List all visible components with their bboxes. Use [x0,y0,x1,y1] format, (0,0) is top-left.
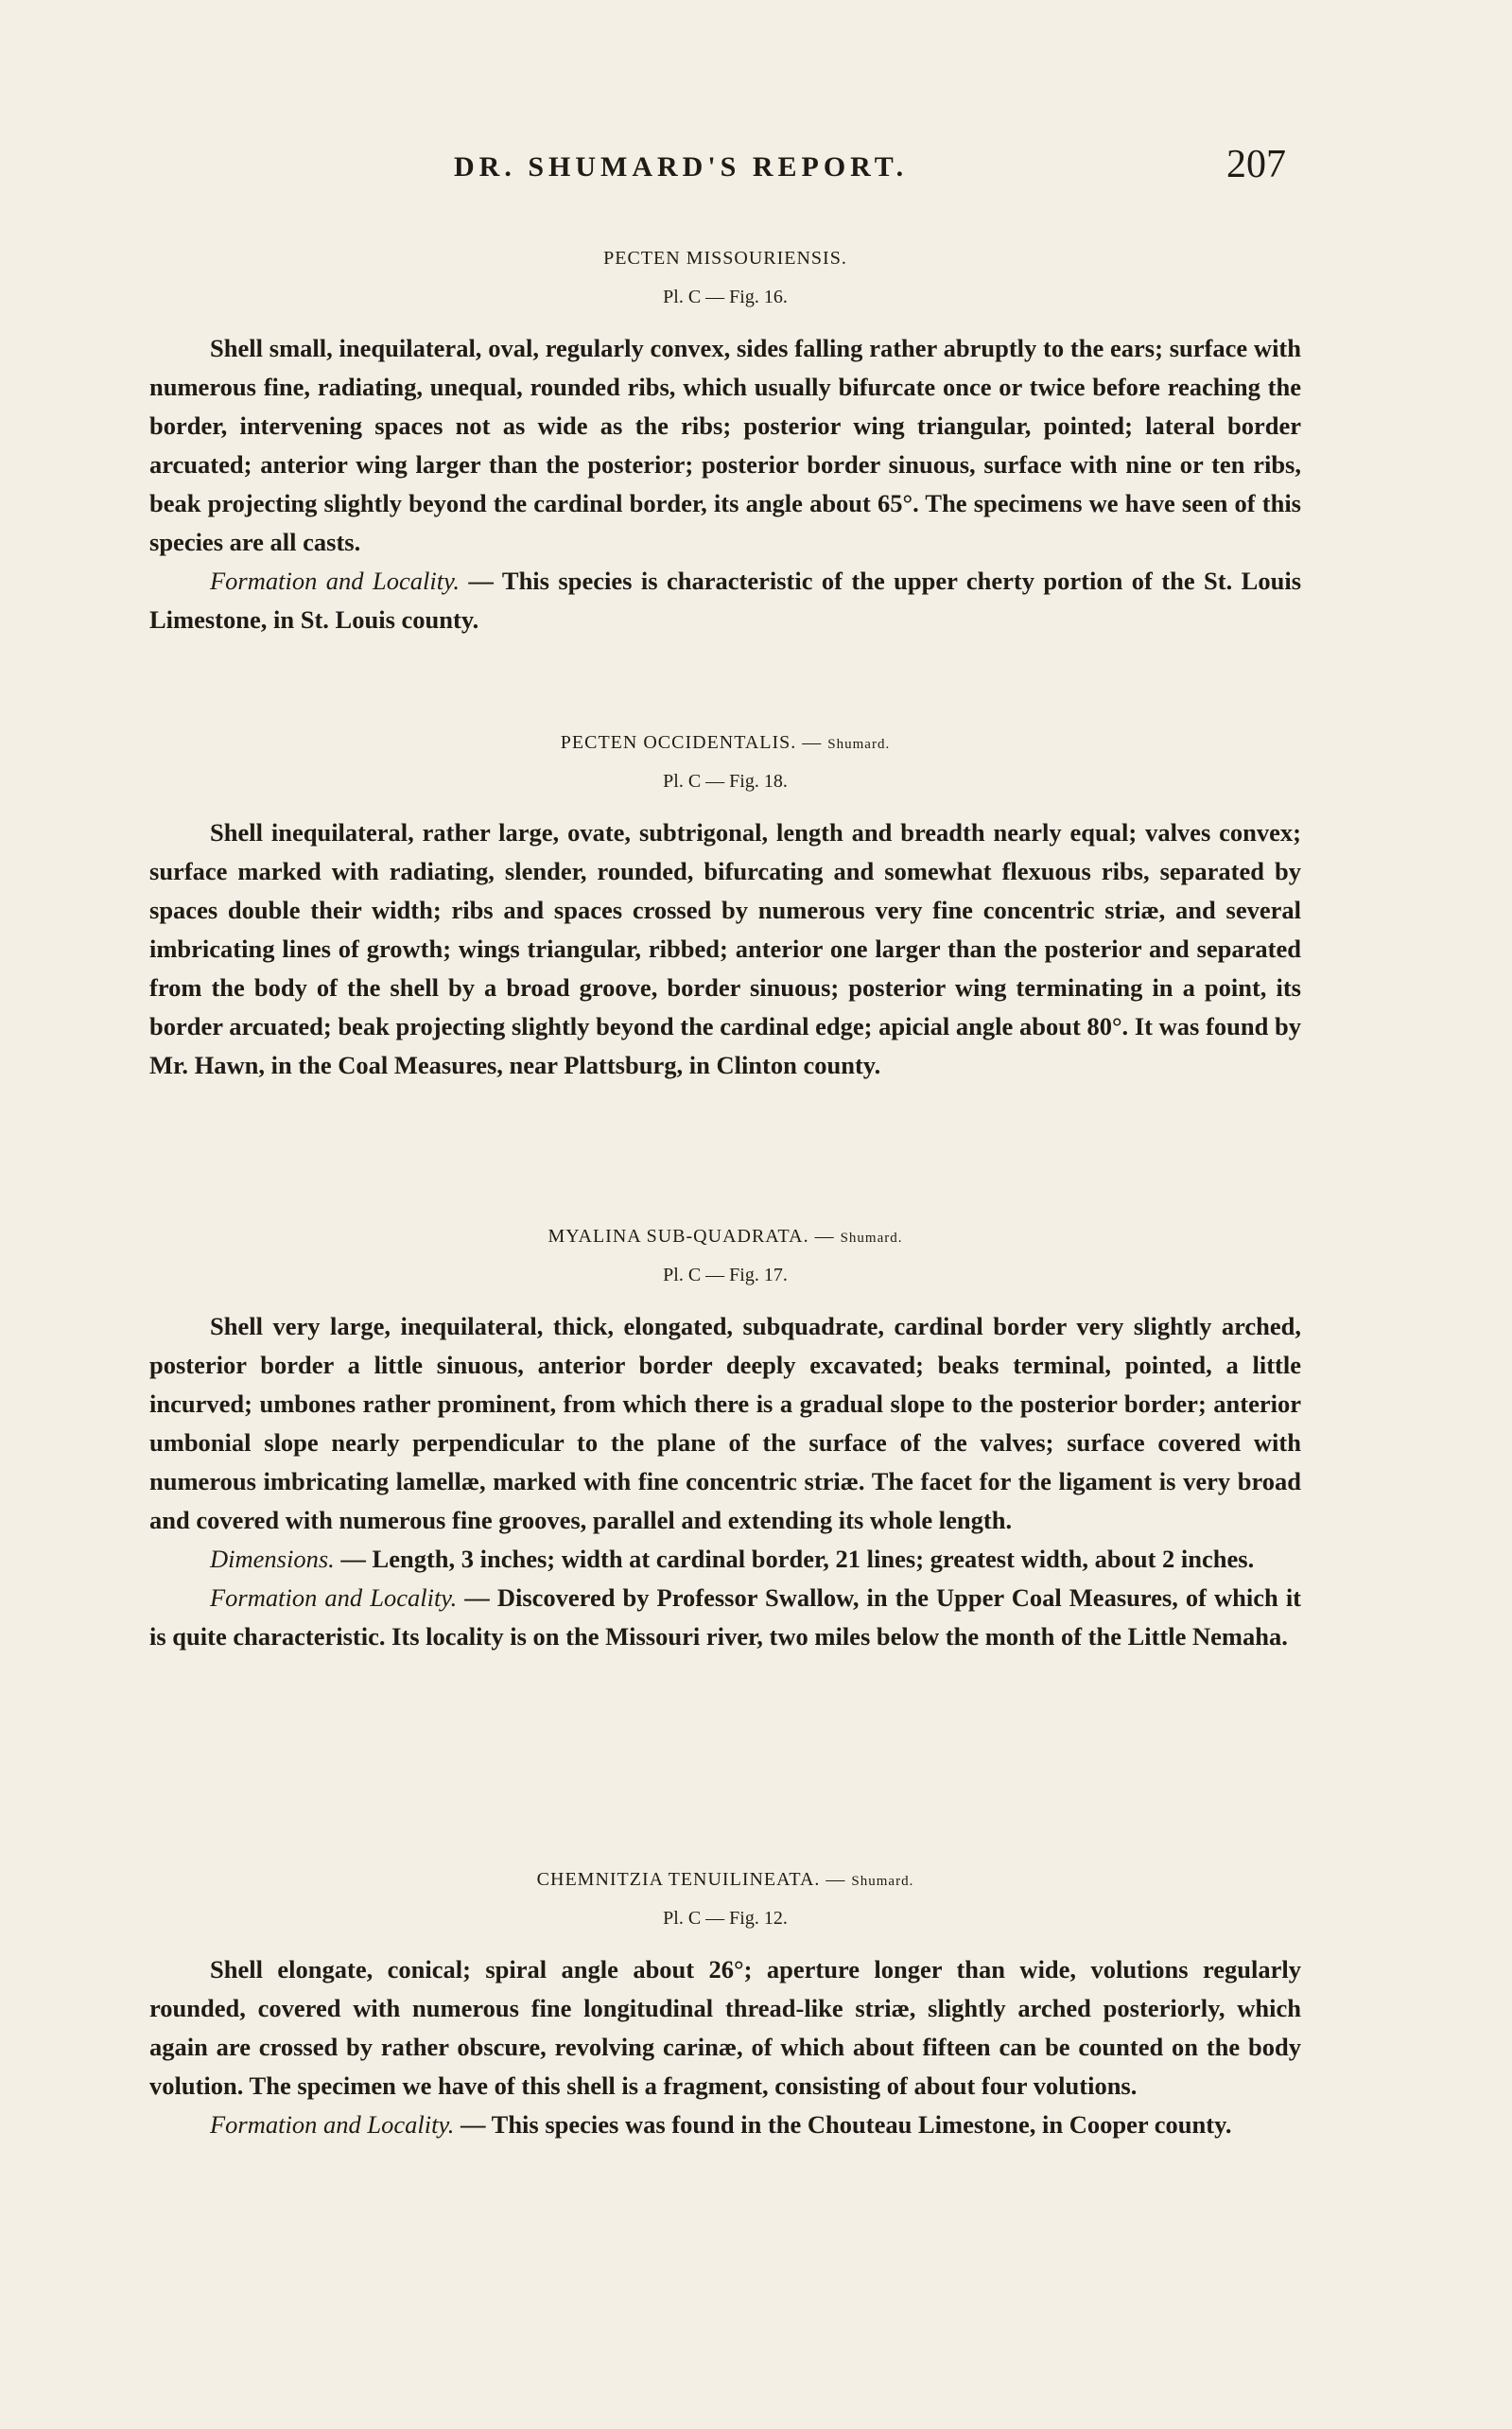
species-author: Shumard. [840,1231,903,1246]
paragraph-label: Formation and Locality. [210,567,460,595]
page-number: 207 [1226,143,1286,186]
paragraph-text: Shell inequilateral, rather large, ovate, subtrigonal, length and breadth nearly equal; valves convex; surface marked with radiating, slender, rounded, bifurcating and somewhat flexuous ribs, separated by spaces double their width; ribs and spaces crossed by numerous very fine concentric striæ, and several imbricating lines of growth; wings triangular, ribbed; anterior one larger than the posterior and separated from the body of the shell by a broad groove, border sinuous; posterior wing terminating in a point, its border arcuated; beak projecting slightly beyond the cardinal edge; apicial angle about 80°. It was found by Mr. Hawn, in the Coal Measures, near Plattsburg, in Clinton county. [149,818,1301,1079]
species-heading [149,1226,1301,1248]
section-pecten-missouriensis [149,248,1301,639]
plate-reference: Pl. C — Fig. 12. [663,1908,788,1929]
section-chemnitzia-tenuilineata [149,1869,1301,2144]
species-name: PECTEN OCCIDENTALIS. — [560,732,823,753]
formation-paragraph [149,1579,1301,1656]
plate-reference: Pl. C — Fig. 16. [663,287,788,307]
species-author: Shumard. [851,1874,914,1889]
paragraph-text: — Length, 3 inches; width at cardinal border, 21 lines; greatest width, about 2 inches. [334,1545,1255,1573]
species-heading [149,248,1301,270]
plate-reference: Pl. C — Fig. 18. [663,771,788,792]
paragraph-text: — This species is characteristic of the upper cherty portion of the St. Louis Limestone, in St. Louis county. [149,567,1302,634]
section-myalina-sub-quadrata [149,1226,1301,1656]
dimensions-paragraph [149,1540,1301,1579]
species-name: CHEMNITZIA TENUILINEATA. — [536,1869,846,1890]
species-heading [149,1869,1301,1891]
species-author: Shumard. [827,737,891,752]
paragraph-label: Formation and Locality. [210,1583,458,1612]
running-head [151,142,1305,199]
paragraph-text: Shell elongate, conical; spiral angle about 26°; aperture longer than wide, volutions regularly rounded, covered with numerous fine longitudinal thread-like striæ, slightly arched posteriorly, which again are crossed by rather obscure, revolving carinæ, of which about fifteen can be counted on the body volution. The specimen we have of this shell is a fragment, consisting of about four volutions. [149,1955,1301,2100]
paragraph-text: — This species was found in the Chouteau Limestone, in Cooper county. [454,2110,1232,2139]
description-paragraph [149,1950,1301,2106]
paragraph-text: Shell very large, inequilateral, thick, elongated, subquadrate, cardinal border very slightly arched, posterior border a little sinuous, anterior border deeply excavated; beaks terminal, pointed, a little incurved; umbones rather prominent, from which there is a gradual slope to the posterior border; anterior umbonial slope nearly perpendicular to the plane of the surface of the valves; surface covered with numerous imbricating lamellæ, marked with fine concentric striæ. The facet for the ligament is very broad and covered with numerous fine grooves, parallel and extending its whole length. [149,1312,1301,1534]
paragraph-label: Formation and Locality. [210,2110,455,2139]
species-heading [149,732,1301,754]
species-name: PECTEN MISSOURIENSIS. [603,248,847,269]
paragraph-text: — Discovered by Professor Swallow, in the Upper Coal Measures, of which it is quite characteristic. Its locality is on the Missouri river, two miles below the month of the Little Nemaha. [149,1583,1302,1651]
plate-reference: Pl. C — Fig. 17. [663,1265,788,1285]
formation-paragraph [149,2106,1301,2144]
description-paragraph [149,329,1301,562]
formation-paragraph [149,562,1301,639]
section-pecten-occidentalis [149,732,1301,1085]
description-paragraph [149,1307,1301,1540]
running-title: DR. SHUMARD'S REPORT. [454,151,909,183]
paragraph-text: Shell small, inequilateral, oval, regularly convex, sides falling rather abruptly to the ears; surface with numerous fine, radiating, unequal, rounded ribs, which usually bifurcate once or twice before reaching the border, intervening spaces not as wide as the ribs; posterior wing triangular, pointed; lateral border arcuated; anterior wing larger than the posterior; posterior border sinuous, surface with nine or ten ribs, beak projecting slightly beyond the cardinal border, its angle about 65°. The specimens we have seen of this species are all casts. [149,334,1301,556]
species-name: MYALINA SUB-QUADRATA. — [547,1226,835,1247]
description-paragraph [149,813,1301,1085]
paragraph-label: Dimensions. [210,1545,335,1573]
